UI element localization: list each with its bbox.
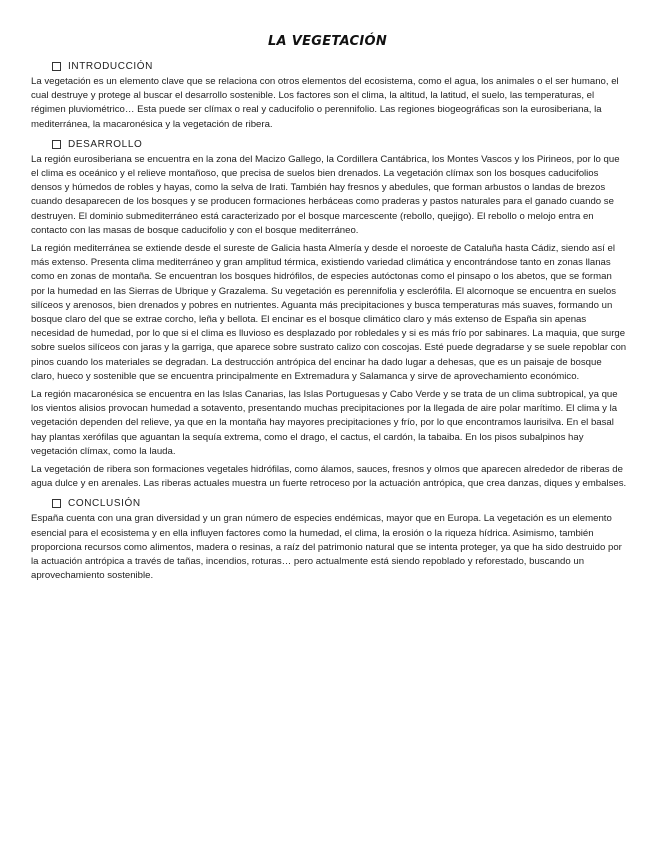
paragraph: La región macaronésica se encuentra en las Islas Canarias, las Islas Portuguesas y Cabo Verde y se trata de un clima subtropical, ya que los vientos alisios provocan humedad a sotavento, presentando muchas precipitaciones por la llegada de aire polar marítimo. El clima y la vegetación dependen del relieve, ya que en la montaña hay mayores precipitaciones y frío, por lo que encontramos laurisilva. En el basal hay plantas xerófilas que aguantan la sequía extrema, como el drago, el cactus, el cardón, la tabaiba. En los pisos subalpinos hay vegetación clímax, como la lauda. xyxy=(31,389,618,457)
section-heading-label: INTRODUCCIÓN xyxy=(68,61,153,72)
section-heading-label: CONCLUSIÓN xyxy=(68,498,141,510)
section-heading-conclusion xyxy=(52,495,627,512)
checkbox-icon xyxy=(52,140,61,149)
section-heading-introduccion xyxy=(52,58,627,75)
paragraph: La región mediterránea se extiende desde el sureste de Galicia hasta Almería y desde el noroeste de Cataluña hasta Cádiz, siendo así el más extenso. Presenta clima mediterráneo y gran amplitud térmica, existiendo variedad climática y encontrándose tanto en zonas llanas como en zonas de montaña. Se encuentran los bosques hidrófilos, de especies autóctonas como el pinsapo o los abetos, que se forman por la humedad en las Sierras de Ubrique y Grazalema. Su vegetación es perennifolia y esclerófila. El alcornoque se encuentra en suelos silíceos y arenosos, bien drenados y pobres en nutrientes. Aguanta más precipitaciones y busca temperaturas más suaves, formando un bosque claro del que se extrae corcho, leña y bellota. El encinar es el bosque climático claro y más extenso de España sin apenas necesidad de humedad, por lo que si el clima es lluvioso es desplazado por robledales y si es más frío por sabinares. La maquia, que surge sobre suelos silíceos con jaras y la garriga, que aparece sobre sustrato calizo con coscojas. Esté puede degradarse y se suele repoblar con pinos cuando los materiales se degradan. La destrucción antrópica del encinar ha dado lugar a dehesas, que es un paisaje de bosque claro, hueco y sostenible que se encuentra principalmente en Extremadura y Salamanca y sirve de aprovechamiento económico. xyxy=(31,243,627,382)
paragraph: La vegetación de ribera son formaciones vegetales hidrófilas, como álamos, sauces, fresnos y olmos que aparecen alrededor de riberas de agua dulce y en arenales. Las riberas actuales muestra un fuerte retroceso por la actuación antrópica, que crea danzas, diques y embalses. xyxy=(31,464,627,490)
document-title: LA VEGETACIÓN xyxy=(267,34,388,49)
paragraph: España cuenta con una gran diversidad y un gran número de especies endémicas, mayor que en Europa. La vegetación es un elemento esencial para el ecosistema y en ella influyen factores como la humedad, el clima, la erosión o la riqueza hídrica. Asimismo, también proporciona recursos como alimentos, madera o resinas, a raíz del patrimonio natural que se intenta proteger, ya que ha sido destruido por la actuación antrópica a través de tañas, incendios, roturas… pero actualmente está siendo repoblado y reforestado, buscando un aprovechamiento sostenible. xyxy=(31,513,622,582)
section-heading-label: DESARROLLO xyxy=(68,138,143,150)
paragraph: La región eurosiberiana se encuentra en la zona del Macizo Gallego, la Cordillera Cantábrica, los Montes Vascos y los Pirineos, por lo que el clima es oceánico y el relieve montañoso, que precisa de suelos bien drenados. La vegetación clímax son los bosques caducifolios densos y húmedos de robles y hayas, como la selva de Irati. También hay fresnos y abedules, que forman arbustos o landas de brezos cuando desaparecen de los bosques y se producen formaciones herbáceas como praderas y pastos naturales para el ganado cuando se destruyen. El dominio submediterráneo está caracterizado por el bosque marcescente (rebollo, quejigo). El rebollo o melojo entra en contacto con las masas de bosque caducifolio y con el bosque mediterráneo. xyxy=(31,153,620,236)
document-body xyxy=(31,58,627,588)
section-heading-desarrollo xyxy=(52,136,627,153)
checkbox-icon xyxy=(52,499,61,508)
checkbox-icon xyxy=(52,62,61,71)
paragraph: La vegetación es un elemento clave que se relaciona con otros elementos del ecosistema, como el agua, los animales o el ser humano, el cual destruye y protege al buscar el desarrollo sostenible. Los factores son el clima, la altitud, la latitud, el suelo, las temperaturas, el régimen pluviométrico… Esta puede ser clímax o real y caducifolio o perennifolio. Las regiones biogeográficas son la eurosiberiana, la mediterránea, la macaronésica y la vegetación de ribera. xyxy=(31,76,619,130)
